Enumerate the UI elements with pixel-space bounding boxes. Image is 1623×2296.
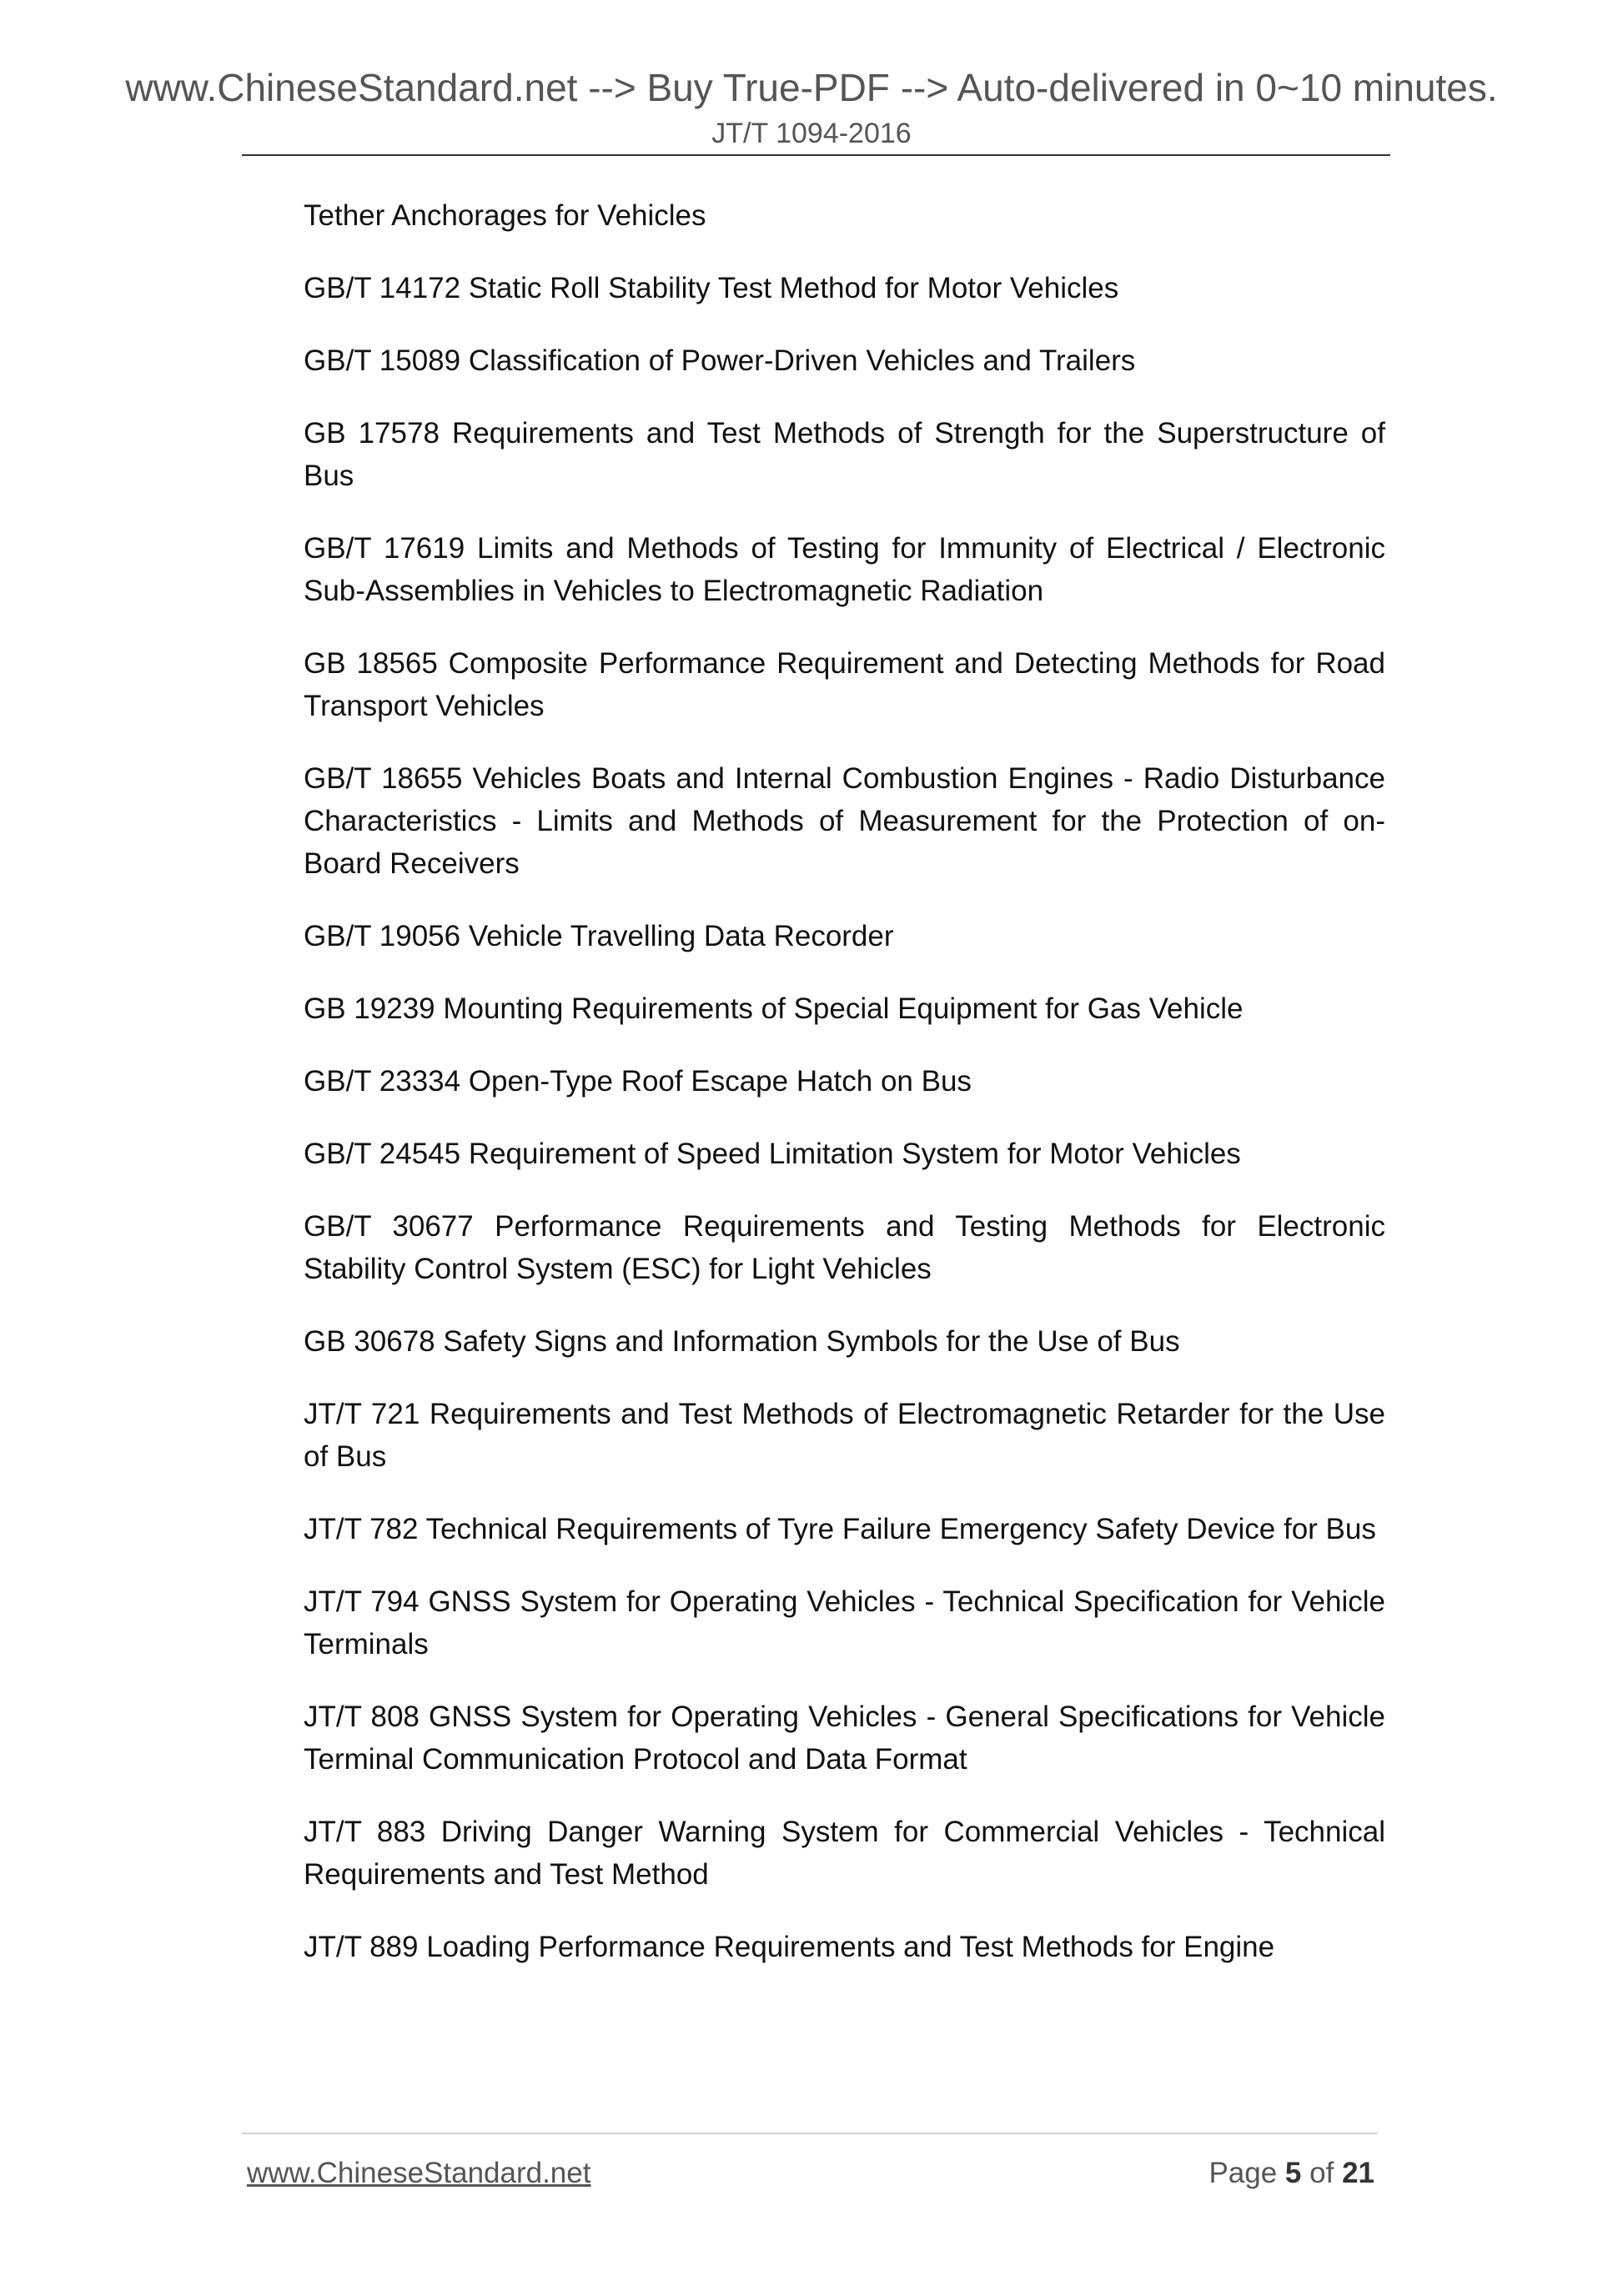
reference-item: JT/T 721 Requirements and Test Methods of Electromagnetic Retarder for the Use of Bus <box>304 1398 1385 1473</box>
reference-item: JT/T 883 Driving Danger Warning System for Commercial Vehicles - Technical Requirements and Test Method <box>304 1816 1385 1891</box>
page-label: Page <box>1208 2157 1278 2189</box>
reference-item: GB/T 23334 Open-Type Roof Escape Hatch on Bus <box>304 1065 972 1098</box>
page-of: of <box>1309 2157 1334 2189</box>
reference-item: JT/T 889 Loading Performance Requirements and Test Methods for Engine <box>304 1931 1275 1963</box>
reference-item: GB/T 17619 Limits and Methods of Testing for Immunity of Electrical / Electronic Sub-Assemblies in Vehicles to Electromagnetic Radiation <box>304 532 1385 607</box>
document-code: JT/T 1094-2016 <box>711 118 912 149</box>
reference-list <box>304 194 1385 1998</box>
reference-item: GB/T 15089 Classification of Power-Driven Vehicles and Trailers <box>304 344 1136 377</box>
footer-divider <box>242 2133 1378 2134</box>
reference-item: GB/T 30677 Performance Requirements and Testing Methods for Electronic Stability Control System (ESC) for Light Vehicles <box>304 1210 1385 1285</box>
reference-item: GB 30678 Safety Signs and Information Symbols for the Use of Bus <box>304 1325 1180 1358</box>
page-header-banner: www.ChineseStandard.net --> Buy True-PDF --> Auto-delivered in 0~10 minutes. <box>125 66 1498 109</box>
reference-item: GB 18565 Composite Performance Requirement and Detecting Methods for Road Transport Vehicles <box>304 647 1385 722</box>
footer-site-link[interactable]: www.ChineseStandard.net <box>247 2157 591 2189</box>
reference-item: GB/T 19056 Vehicle Travelling Data Recorder <box>304 920 894 952</box>
header-divider <box>242 154 1390 156</box>
page-total: 21 <box>1342 2157 1374 2189</box>
reference-item: JT/T 782 Technical Requirements of Tyre Failure Emergency Safety Device for Bus <box>304 1513 1376 1545</box>
reference-item: GB 19239 Mounting Requirements of Special Equipment for Gas Vehicle <box>304 992 1244 1025</box>
reference-item: Tether Anchorages for Vehicles <box>304 199 706 232</box>
reference-item: GB/T 18655 Vehicles Boats and Internal Combustion Engines - Radio Disturbance Characteristics - Limits and Methods of Measurement for the Protection of on-Board Receivers <box>304 762 1385 880</box>
reference-item: JT/T 808 GNSS System for Operating Vehicles - General Specifications for Vehicle Terminal Communication Protocol and Data Format <box>304 1701 1385 1776</box>
reference-item: GB 17578 Requirements and Test Methods of Strength for the Superstructure of Bus <box>304 417 1385 492</box>
reference-item: GB/T 24545 Requirement of Speed Limitation System for Motor Vehicles <box>304 1138 1241 1170</box>
page-current: 5 <box>1284 2157 1302 2189</box>
reference-item: GB/T 14172 Static Roll Stability Test Method for Motor Vehicles <box>304 272 1119 304</box>
page-number <box>1208 2155 1374 2192</box>
reference-item: JT/T 794 GNSS System for Operating Vehicles - Technical Specification for Vehicle Terminals <box>304 1585 1385 1660</box>
